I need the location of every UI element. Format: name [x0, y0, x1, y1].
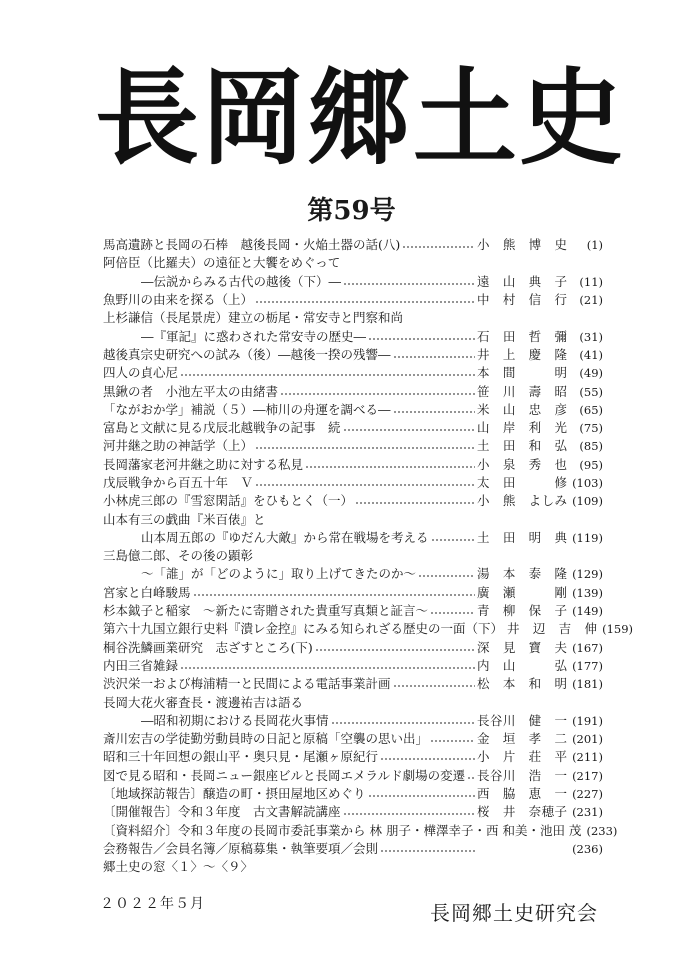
toc-entry-title: 魚野川の由来を探る（上）	[103, 292, 254, 308]
toc-entry-title: 山本有三の戯曲『米百俵』と	[103, 511, 266, 527]
toc-entry-page: (211)	[572, 750, 603, 765]
toc-entry-page: (191)	[572, 713, 603, 728]
toc-entry	[103, 858, 603, 876]
toc-entry	[103, 803, 603, 821]
toc-entry	[103, 291, 603, 309]
toc-entry-page: (31)	[579, 329, 603, 344]
toc-entry-page: (177)	[572, 658, 603, 673]
toc-entry-title: 宮家と白峰駿馬	[103, 584, 191, 600]
toc-entry-author: 林 朋子・樺澤幸子・西 和美・池田 茂	[369, 822, 582, 838]
toc-entry-title: 富島と文献に見る戊辰北越戦争の記事 続	[103, 420, 341, 436]
toc-entry-title: 阿倍臣（比羅夫）の遠征と大饗をめぐって	[103, 255, 341, 271]
toc-entry-page: (55)	[579, 384, 603, 399]
toc-entry-title: 会務報告／会員名簿／原稿募集・執筆要項／会則	[103, 840, 379, 856]
toc-entry-page: (181)	[572, 677, 603, 692]
toc-entry-author: 内 山 弘	[477, 657, 567, 673]
toc-entry	[103, 254, 603, 272]
toc-entry-title: 三島億二郎、その後の顕彰	[103, 548, 254, 564]
toc-entry	[103, 474, 603, 492]
toc-entry-title: 桐谷洗鱗画業研究 志ざすところ(下)	[103, 639, 313, 655]
toc-entry-title: 四人の貞心尼	[103, 365, 179, 381]
dot-leader	[431, 539, 475, 541]
toc-entry-title: 長岡藩家老河井継之助に対する私見	[103, 456, 304, 472]
dot-leader	[393, 411, 475, 413]
toc-entry	[103, 767, 603, 785]
toc-entry-author: 遠 山 典 子	[477, 273, 567, 289]
dot-leader	[180, 374, 475, 376]
journal-title: 長岡郷土史	[95, 56, 626, 179]
toc-entry-title: 小林虎三郎の『雪窓閑話』をひもとく（一）	[103, 493, 354, 509]
dot-leader	[343, 429, 475, 431]
toc-entry	[103, 730, 603, 748]
toc-entry-author: 小 泉 秀 也	[477, 456, 567, 472]
toc-entry-title: 越後真宗史研究への試み（後）―越後一揆の残響―	[103, 346, 391, 362]
toc-entry	[103, 419, 603, 437]
dot-leader	[315, 649, 475, 651]
publisher: 長岡郷土史研究会	[430, 901, 598, 925]
toc-entry-author: 長谷川 健 一	[477, 712, 567, 728]
toc-entry-page: (231)	[572, 805, 603, 820]
dot-leader	[402, 246, 475, 248]
toc-entry	[103, 364, 603, 382]
toc-entry	[103, 840, 603, 858]
toc-entry-page: (236)	[572, 841, 603, 856]
toc-entry-page: (227)	[572, 787, 603, 802]
toc-entry-author: 笹 川 壽 昭	[477, 383, 567, 399]
toc-entry-page: (233)	[586, 823, 618, 838]
dot-leader	[255, 301, 475, 303]
toc-entry-page: (95)	[579, 457, 603, 472]
toc-entry-author: 中 村 信 行	[477, 292, 567, 308]
toc-entry	[103, 675, 603, 693]
toc-entry-title: 黒鍬の者 小池左平太の由緒書	[103, 383, 279, 399]
toc-entry-author: 長谷川 浩 一	[477, 767, 567, 783]
toc-entry-title: 〔開催報告〕令和３年度 古文書解読講座	[103, 804, 341, 820]
toc-entry	[103, 236, 603, 254]
toc-entry-title: 郷土史の窓〈１〉～〈９〉	[103, 859, 254, 875]
toc-entry-title: 河井継之助の神話学（上）	[103, 438, 254, 454]
toc-entry-title: 〔地域探訪報告〕醸造の町・摂田屋地区めぐり	[103, 786, 366, 802]
toc-entry-author: 山 岸 利 光	[477, 420, 567, 436]
toc-entry-author: 土 田 明 典	[477, 529, 567, 545]
toc-entry-page: (75)	[579, 421, 603, 436]
dot-leader	[418, 575, 475, 577]
toc-entry-author: 小 熊 よしみ	[477, 493, 567, 509]
toc-entry-page: (149)	[572, 604, 603, 619]
toc-entry	[103, 639, 603, 657]
toc-entry-author: 小 熊 博 史	[477, 237, 567, 253]
toc-entry	[103, 822, 618, 840]
toc-entry	[103, 437, 603, 455]
toc-entry-author: 松 本 和 明	[477, 676, 567, 692]
toc-entry-page: (167)	[572, 640, 603, 655]
toc-entry-title: ～「誰」が「どのように」取り上げてきたのか～	[141, 566, 417, 582]
toc-entry-title: 〔資料紹介〕令和３年度の長岡市委託事業から	[103, 822, 366, 838]
toc-entry-title: 山本周五郎の『ゆだん大敵』から常在戦場を考える	[141, 529, 429, 545]
toc-entry-author: 西 脇 恵 一	[477, 786, 567, 802]
toc-entry	[103, 492, 603, 510]
toc-entry-title: 杉本鉞子と稲家 ～新たに寄贈された貴重写真類と証言～	[103, 603, 429, 619]
toc-entry-title: 斎川宏吉の学徒勤労動員時の日記と原稿「空襲の思い出」	[103, 731, 429, 747]
dot-leader	[355, 502, 475, 504]
toc-entry	[103, 602, 603, 620]
toc-entry-author: 湯 本 泰 隆	[477, 566, 567, 582]
toc-entry-author: 青 柳 保 子	[477, 603, 567, 619]
dot-leader	[368, 338, 475, 340]
toc-entry	[103, 456, 603, 474]
toc-entry-title: 「ながおか学」補説（５）―柿川の舟運を調べる―	[103, 401, 391, 417]
toc-entry-page: (21)	[579, 293, 603, 308]
toc-entry	[103, 693, 603, 711]
toc-entry-page: (49)	[579, 366, 603, 381]
toc-entry	[103, 748, 603, 766]
dot-leader	[280, 393, 475, 395]
toc-entry-author: 小 片 荘 平	[477, 749, 567, 765]
toc-entry	[103, 327, 603, 345]
toc-entry-page: (41)	[579, 347, 603, 362]
toc-entry-author: 太 田 修	[477, 475, 567, 490]
dot-leader	[430, 740, 475, 742]
toc-entry-page: (119)	[572, 530, 603, 545]
publication-date: ２０２２年５月	[100, 896, 205, 912]
table-of-contents	[103, 236, 634, 876]
toc-entry	[103, 510, 603, 528]
toc-entry-title: 図で見る昭和・長岡ニュー銀座ビルと長岡エメラルド劇場の変遷	[103, 767, 466, 783]
toc-entry-page: (109)	[572, 494, 603, 509]
toc-entry	[103, 529, 603, 547]
dot-leader	[305, 466, 475, 468]
toc-entry	[103, 657, 603, 675]
toc-entry-author: 本 間 明	[477, 365, 567, 381]
toc-entry-title: 昭和三十年回想の銀山平・奥只見・尾瀬ヶ原紀行	[103, 749, 379, 765]
toc-entry-title: 渋沢栄一および梅浦精一と民間による電話事業計画	[103, 676, 391, 692]
toc-entry-author: 土 田 和 弘	[477, 438, 567, 454]
toc-entry	[103, 346, 603, 364]
toc-entry-title: 馬高遺跡と長岡の石棒 越後長岡・火焔土器の話(八)	[103, 237, 401, 253]
toc-entry-page: (11)	[579, 274, 603, 289]
dot-leader	[380, 850, 475, 852]
issue-number: 第59号	[307, 196, 396, 226]
toc-entry-author: 深 見 寶 夫	[477, 639, 567, 655]
toc-entry-page: (139)	[572, 585, 603, 600]
toc-entry-author: 井 上 慶 隆	[477, 346, 567, 362]
toc-entry-author: 桜 井 奈穂子	[477, 804, 567, 820]
dot-leader	[430, 612, 475, 614]
dot-leader	[467, 777, 475, 779]
dot-leader	[393, 685, 475, 687]
toc-entry-author: 米 山 忠 彦	[477, 401, 567, 417]
toc-entry-title: 長岡大花火審査長・渡邊祐吉は語る	[103, 694, 304, 710]
toc-entry-page: (201)	[572, 732, 603, 747]
toc-entry-title: 上杉謙信（長尾景虎）建立の栃尾・常安寺と門察和尚	[103, 310, 404, 326]
toc-entry	[103, 401, 603, 419]
toc-entry	[103, 620, 634, 638]
toc-entry-title: ―昭和初期における長岡花火事情	[141, 712, 329, 728]
toc-entry-title: ―伝説からみる古代の越後（下）―	[141, 273, 342, 289]
toc-entry	[103, 309, 603, 327]
toc-entry-author: 廣 瀬 剛	[477, 584, 567, 600]
toc-entry	[103, 584, 603, 602]
dot-leader	[255, 447, 475, 449]
dot-leader	[180, 667, 475, 669]
dot-leader	[343, 813, 475, 815]
toc-entry-title: 内田三省雑録	[103, 657, 179, 673]
toc-entry-page: (103)	[572, 476, 603, 490]
toc-entry	[103, 382, 603, 400]
dot-leader	[380, 758, 475, 760]
dot-leader	[368, 795, 475, 797]
dot-leader	[393, 356, 475, 358]
toc-entry	[103, 712, 603, 730]
toc-entry	[103, 273, 603, 291]
toc-entry-page: (159)	[602, 622, 634, 637]
toc-entry	[103, 785, 603, 803]
toc-entry	[103, 547, 603, 565]
toc-entry	[103, 565, 603, 583]
toc-entry-title: ―『軍記』に惑わされた常安寺の歴史―	[141, 328, 367, 344]
dot-leader	[193, 594, 475, 596]
toc-entry-title: 戊辰戦争から百五十年 Ｖ	[103, 475, 254, 490]
dot-leader	[331, 722, 475, 724]
toc-entry-page: (65)	[579, 402, 603, 417]
dot-leader	[255, 484, 475, 486]
toc-entry-author: 井 辺 吉 伸	[507, 621, 598, 637]
dot-leader	[343, 283, 475, 285]
toc-entry-page: (1)	[586, 238, 603, 253]
toc-entry-page: (85)	[579, 439, 603, 454]
toc-entry-author: 石 田 哲 彌	[477, 328, 567, 344]
toc-entry-page: (129)	[572, 567, 603, 582]
toc-entry-title: 第六十九国立銀行史料『潰レ金控』にみる知られざる歴史の一面（下）	[103, 621, 504, 637]
toc-entry-author: 金 垣 孝 二	[477, 731, 567, 747]
toc-entry-page: (217)	[572, 768, 603, 783]
